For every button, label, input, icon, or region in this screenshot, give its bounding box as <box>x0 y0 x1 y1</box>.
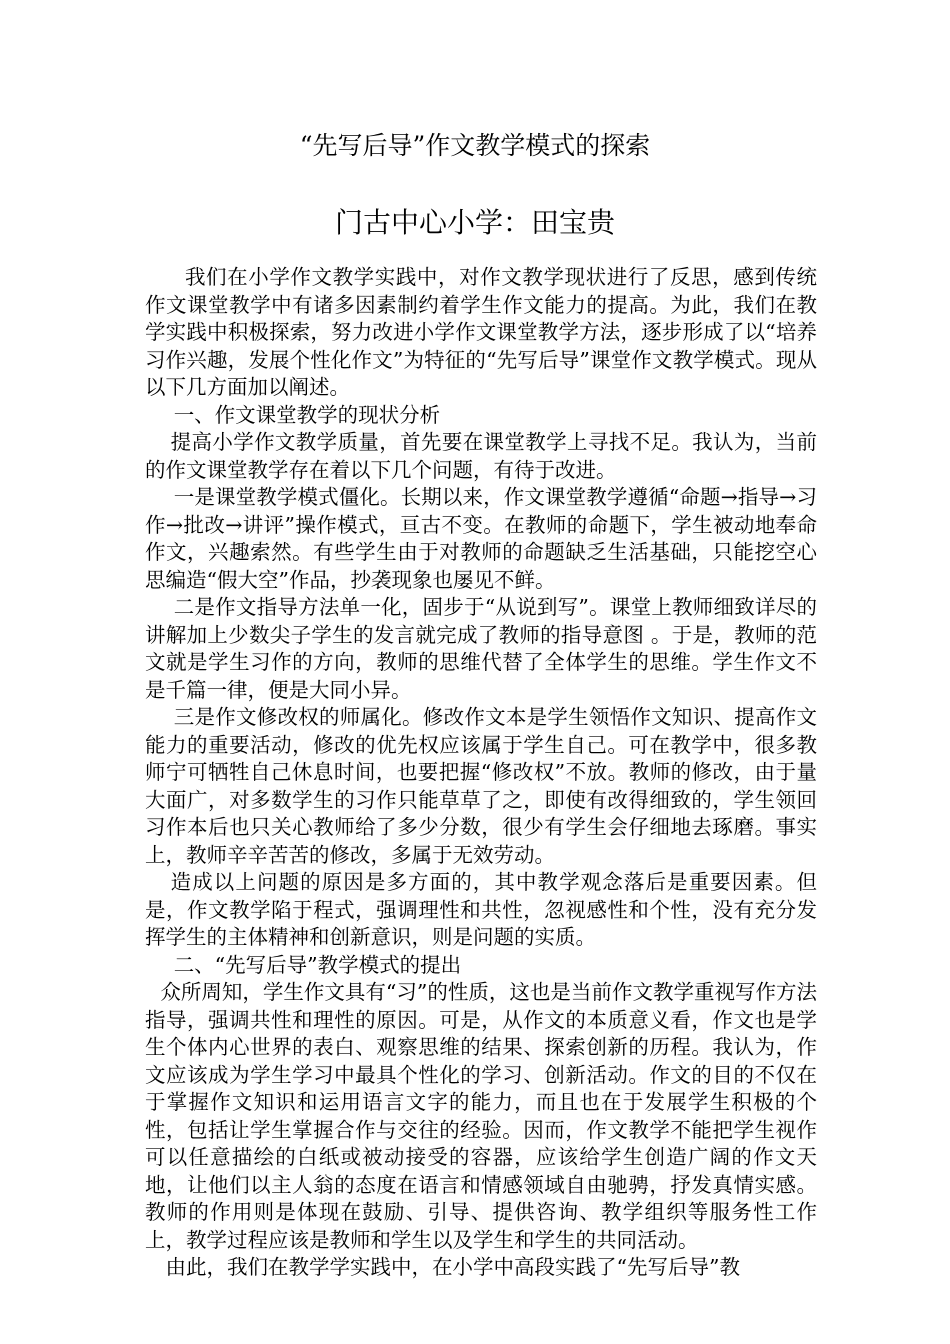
paragraph: 一是课堂教学模式僵化。长期以来，作文课堂教学遵循“命题→指导→习作→批改→讲评”操作模式，亘古不变。在教师的命题下，学生被动地奉命作文，兴趣索然。有些学生由于对教师的命题缺乏生活基础，只能挖空心思编造“假大空”作品，抄袭现象也屡见不鲜。 <box>145 485 817 592</box>
document-body <box>145 264 817 1282</box>
paragraph: 造成以上问题的原因是多方面的，其中教学观念落后是重要因素。但是，作文教学陷于程式，强调理性和共性，忽视感性和个性，没有充分发挥学生的主体精神和创新意识，则是问题的实质。 <box>145 870 817 949</box>
paragraph: 提高小学作文教学质量，首先要在课堂教学上寻找不足。我认为，当前的作文课堂教学存在着以下几个问题，有待于改进。 <box>145 430 817 482</box>
paragraph: 由此，我们在教学学实践中，在小学中高段实践了“先写后导”教 <box>165 1255 740 1279</box>
document-title: “先写后导”作文教学模式的探索 <box>299 131 651 160</box>
paragraph: 二是作文指导方法单一化，固步于“从说到写”。课堂上教师细致详尽的讲解加上少数尖子学生的发言就完成了教师的指导意图 。于是，教师的范文就是学生习作的方向，教师的思维代替了全体学生的思维。学生作文不是千篇一律，便是大同小异。 <box>145 595 817 702</box>
paragraph-intro: 我们在小学作文教学实践中，对作文教学现状进行了反思，感到传统作文课堂教学中有诸多因素制约着学生作文能力的提高。为此，我们在教学实践中积极探索，努力改进小学作文课堂教学方法，逐步形成了以“培养习作兴趣，发展个性化作文”为特征的“先写后导”课堂作文教学模式。现从以下几方面加以阐述。 <box>145 265 817 399</box>
document-author: 门古中心小学：田宝贵 <box>334 206 615 239</box>
section-heading-2: 二、“先写后导”教学模式的提出 <box>173 952 462 977</box>
paragraph: 众所周知，学生作文具有“习”的性质，这也是当前作文教学重视写作方法指导，强调共性和理性的原因。可是，从作文的本质意义看，作文也是学生个体内心世界的表白、观察思维的结果、探索创新的历程。我认为，作文应该成为学生学习中最具个性化的学习、创新活动。作文的目的不仅在于掌握作文知识和运用语言文字的能力，而且也在于发展学生积极的个性，包括让学生掌握合作与交往的经验。因而，作文教学不能把学生视作可以任意描绘的白纸或被动接受的容器，应该给学生创造广阔的作文天地，让他们以主人翁的态度在语言和情感领域自由驰骋，抒发真情实感。教师的作用则是体现在鼓励、引导、提供咨询、教学组织等服务性工作上，教学过程应该是教师和学生以及学生和学生的共同活动。 <box>145 980 817 1252</box>
section-heading-1: 一、作文课堂教学的现状分析 <box>173 402 441 427</box>
paragraph: 三是作文修改权的师属化。修改作文本是学生领悟作文知识、提高作文能力的重要活动，修改的优先权应该属于学生自己。可在教学中，很多教师宁可牺牲自己休息时间，也要把握“修改权”不放。教师的修改，由于量大面广，对多数学生的习作只能草草了之，即使有改得细致的，学生领回习作本后也只关心教师给了多少分数，很少有学生会仔细地去琢磨。事实上，教师辛辛苦苦的修改，多属于无效劳动。 <box>145 705 817 867</box>
